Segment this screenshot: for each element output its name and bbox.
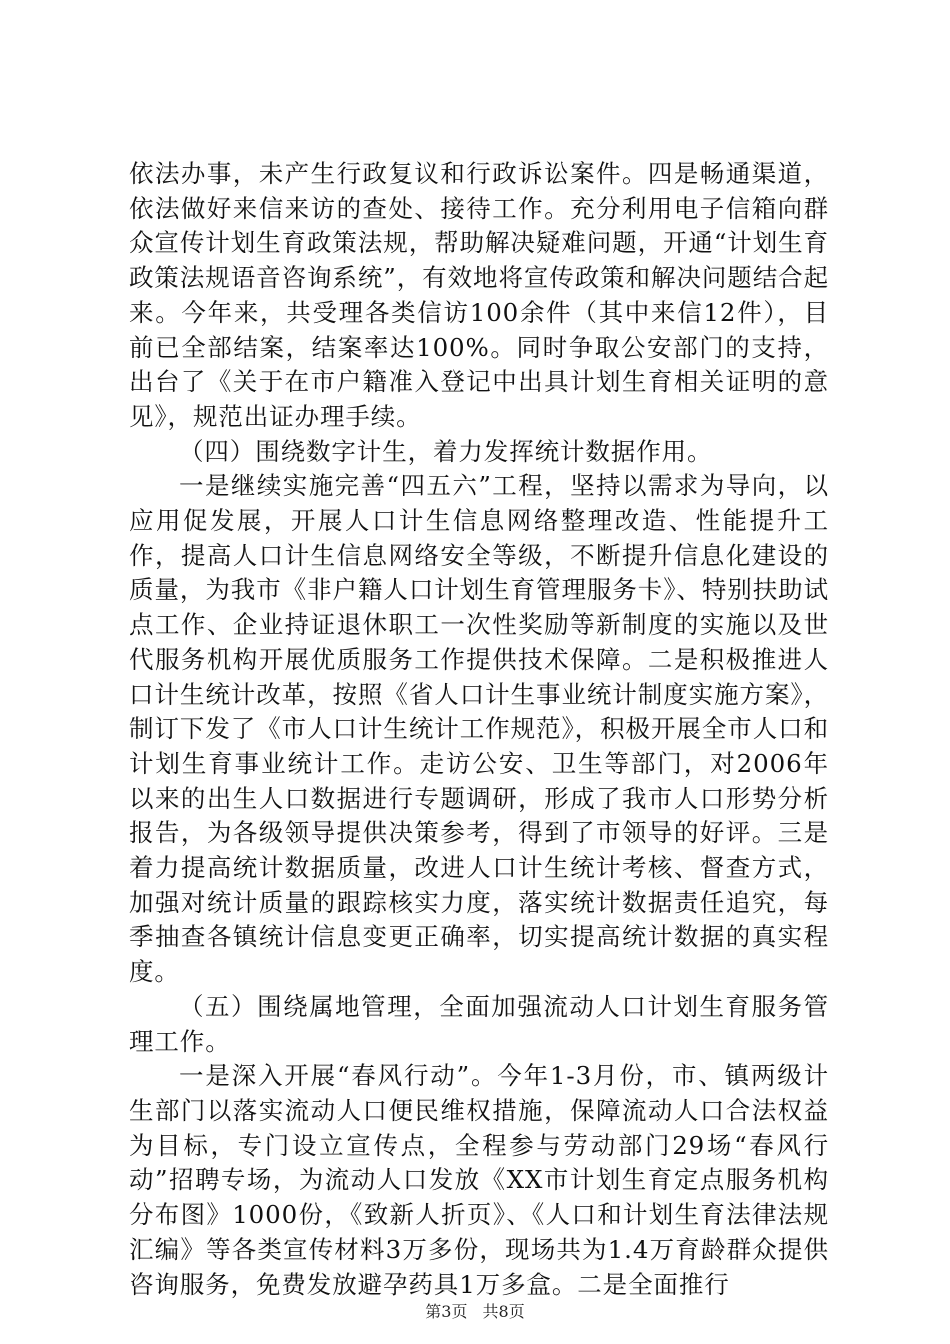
page-number: 第3页: [425, 1302, 468, 1321]
document-body: [129, 157, 829, 1302]
paragraph: 一是继续实施完善“四五六”工程，坚持以需求为导向，以应用促发展，开展人口计生信息网络整理改造、性能提升工作，提高人口计生信息网络安全等级，不断提升信息化建设的质量，为我市《非户籍人口计划生育管理服务卡》、特别扶助试点工作、企业持证退休职工一次性奖励等新制度的实施以及世代服务机构开展优质服务工作提供技术保障。二是积极推进人口计生统计改革，按照《省人口计生事业统计制度实施方案》，制订下发了《市人口计生统计工作规范》，积极开展全市人口和计划生育事业统计工作。走访公安、卫生等部门，对2006年以来的出生人口数据进行专题调研，形成了我市人口形势分析报告，为各级领导提供决策参考，得到了市领导的好评。三是着力提高统计数据质量，改进人口计生统计考核、督查方式，加强对统计质量的跟踪核实力度，落实统计数据责任追究，每季抽查各镇统计信息变更正确率，切实提高统计数据的真实程度。: [129, 471, 829, 987]
section-heading: （五）围绕属地管理，全面加强流动人口计划生育服务管理工作。: [129, 991, 829, 1056]
paragraph: 一是深入开展“春风行动”。今年1-3月份，市、镇两级计生部门以落实流动人口便民维权措施，保障流动人口合法权益为目标，专门设立宣传点，全程参与劳动部门29场“春风行动”招聘专场，为流动人口发放《XX市计划生育定点服务机构分布图》1000份，《致新人折页》、《人口和计划生育法律法规汇编》等各类宣传材料3万多份，现场共为1.4万育龄群众提供咨询服务，免费发放避孕药具1万多盒。二是全面推行: [129, 1061, 829, 1299]
paragraph: 依法办事，未产生行政复议和行政诉讼案件。四是畅通渠道，依法做好来信来访的查处、接待工作。充分利用电子信箱向群众宣传计划生育政策法规，帮助解决疑难问题，开通“计划生育政策法规语音咨询系统”，有效地将宣传政策和解决问题结合起来。今年来，共受理各类信访100余件（其中来信12件），目前已全部结案，结案率达100%。同时争取公安部门的支持，出台了《关于在市户籍准入登记中出具计划生育相关证明的意见》，规范出证办理手续。: [129, 159, 829, 431]
page-total: 共8页: [482, 1302, 525, 1321]
section-heading: （四）围绕数字计生，着力发挥统计数据作用。: [179, 436, 713, 466]
page-footer: [0, 1302, 950, 1322]
